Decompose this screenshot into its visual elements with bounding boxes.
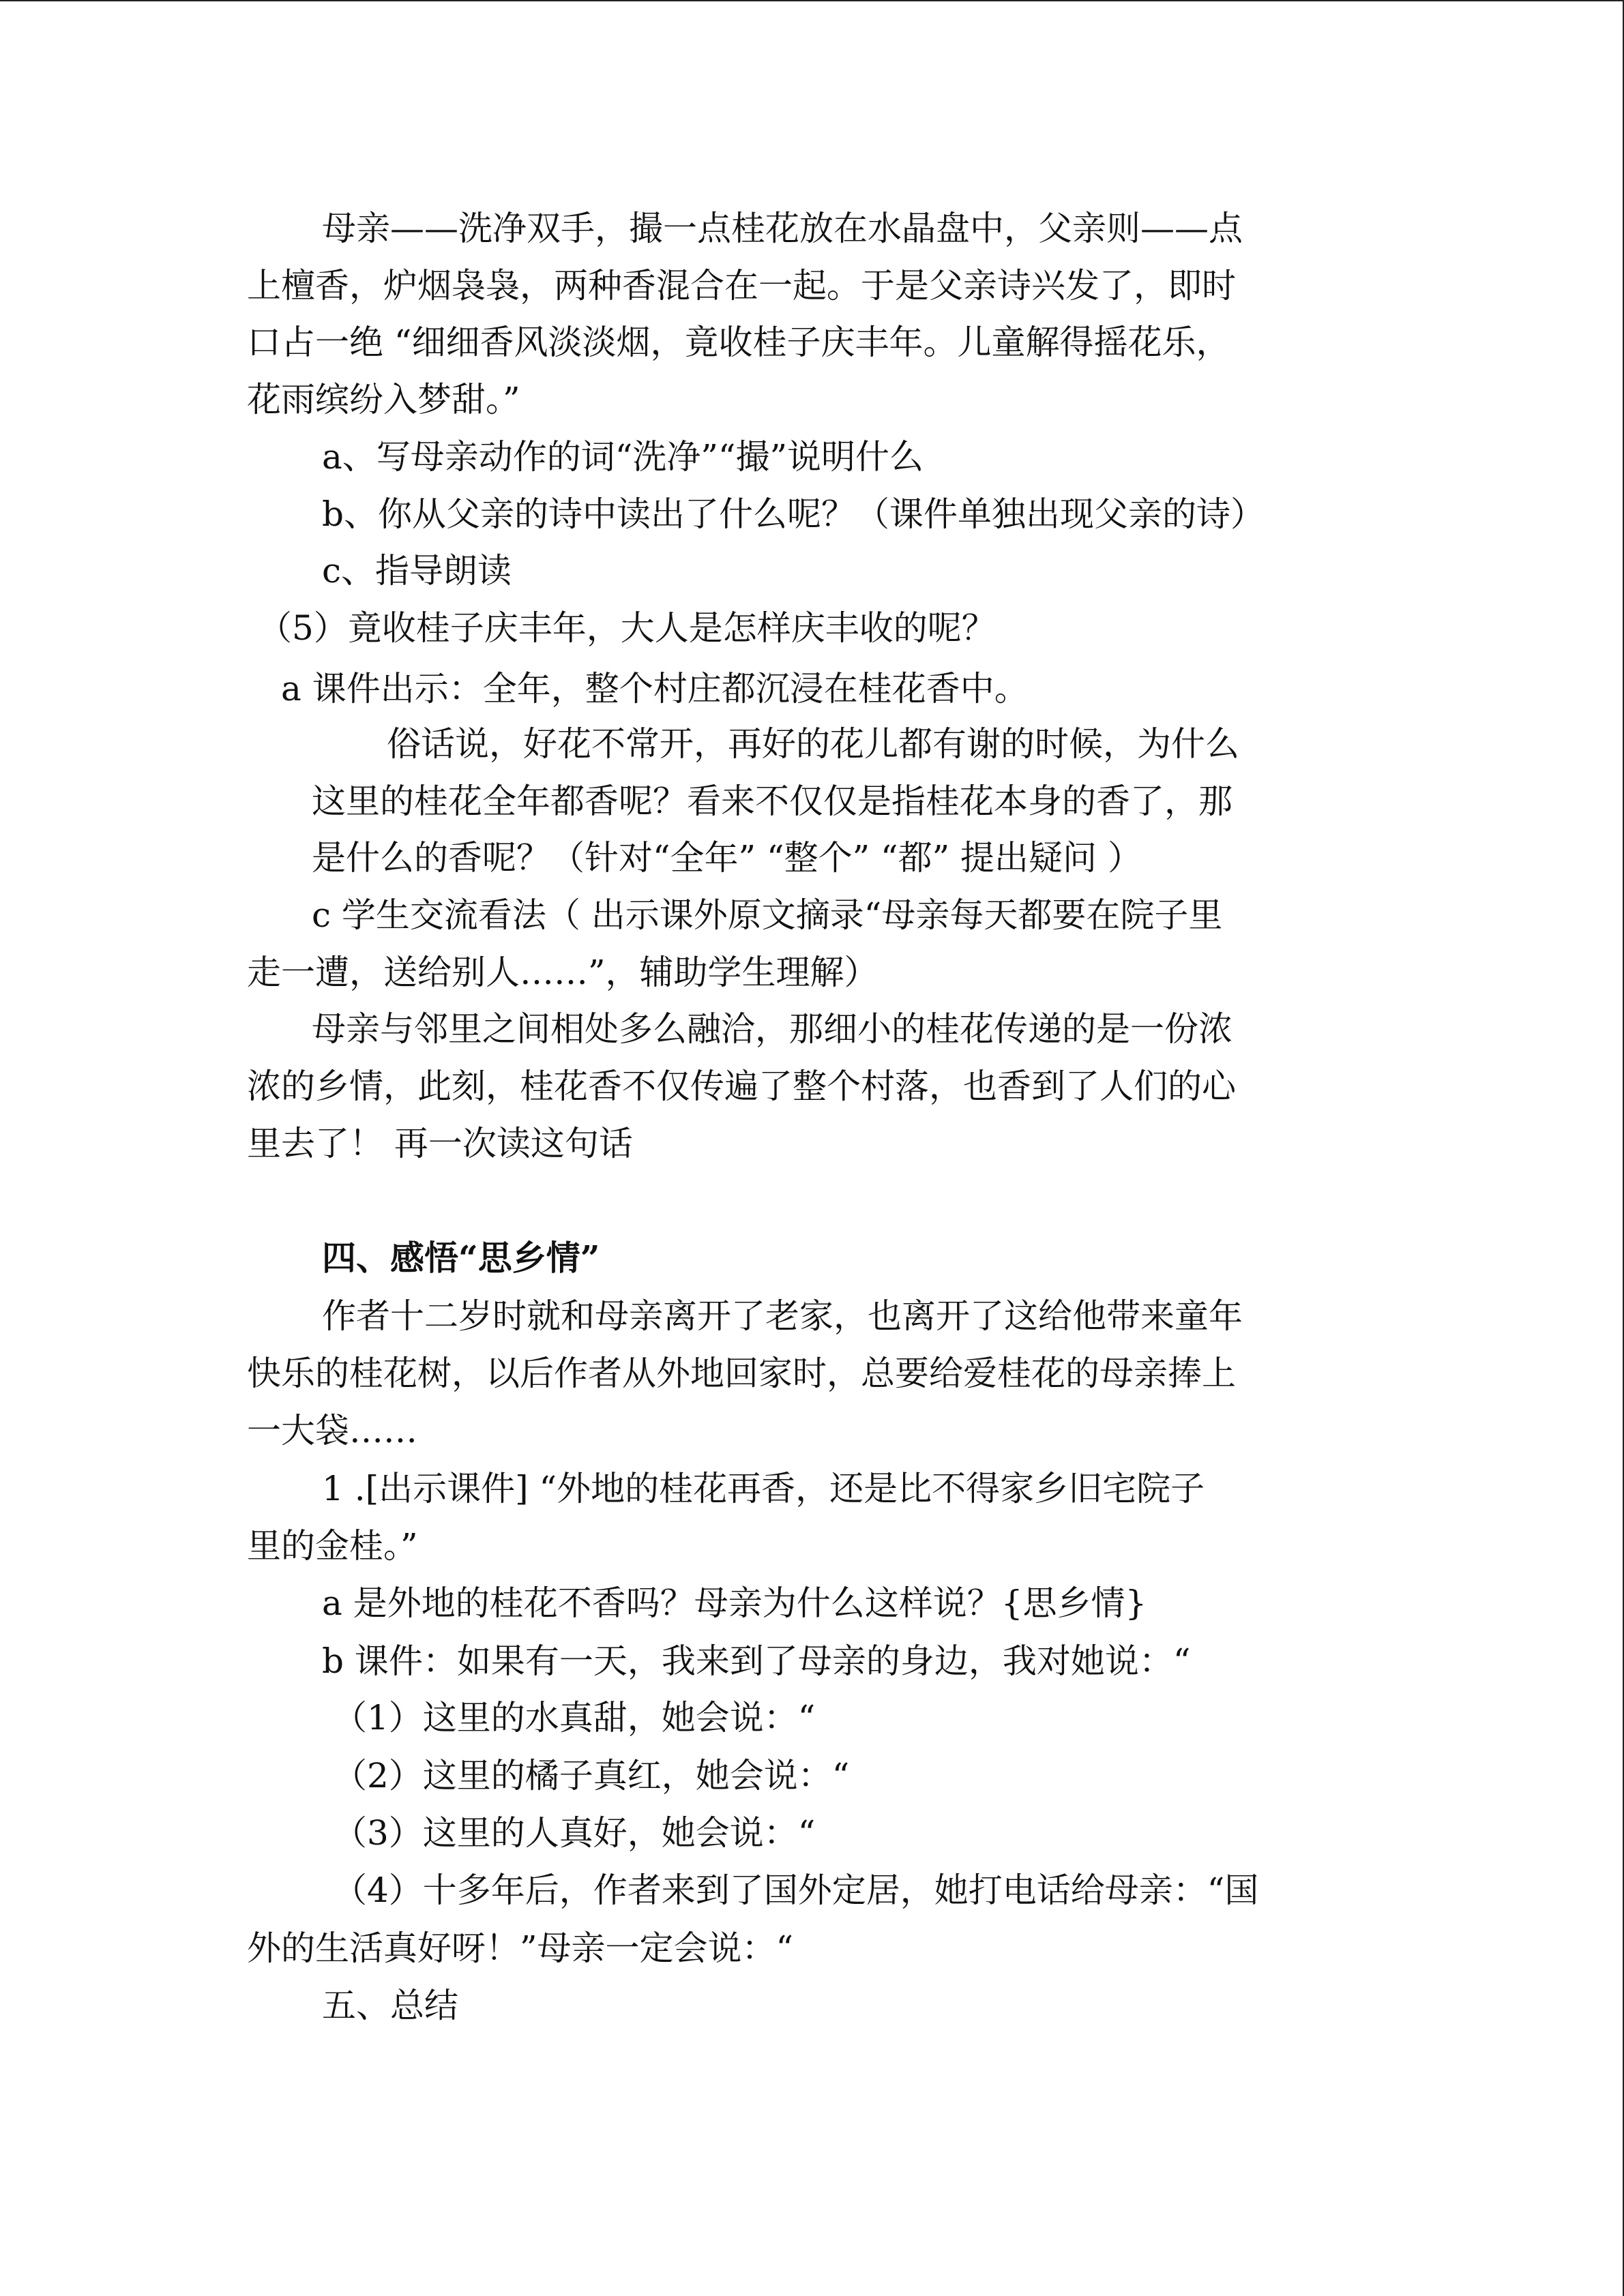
text-line: 快乐的桂花树，以后作者从外地回家时，总要给爱桂花的母亲捧上 xyxy=(247,1354,1236,1393)
text-line: 一大袋…… xyxy=(247,1411,417,1450)
text-line: c 学生交流看法（ 出示课外原文摘录“母亲每天都要在院子里 xyxy=(312,895,1223,935)
text-line: b 课件：如果有一天，我来到了母亲的身边，我对她说：“ xyxy=(322,1641,1191,1681)
text-line: b、你从父亲的诗中读出了什么呢？（课件单独出现父亲的诗） xyxy=(322,494,1265,534)
text-line: 里的金桂。” xyxy=(247,1526,418,1566)
text-line: c、指导朗读 xyxy=(322,551,512,591)
text-line: 里去了！ 再一次读这句话 xyxy=(247,1124,633,1163)
section-heading: 五、总结 xyxy=(322,1986,458,2025)
text-line: 母亲与邻里之间相处多么融洽，那细小的桂花传递的是一份浓 xyxy=(312,1009,1232,1049)
text-line: （3）这里的人真好，她会说：“ xyxy=(333,1813,816,1853)
text-line: 花雨缤纷入梦甜。” xyxy=(247,380,520,419)
text-line: （1）这里的水真甜，她会说：“ xyxy=(333,1698,816,1738)
text-line: 俗话说，好花不常开，再好的花儿都有谢的时候，为什么 xyxy=(387,724,1239,764)
text-line: 作者十二岁时就和母亲离开了老家，也离开了这给他带来童年 xyxy=(322,1296,1243,1336)
text-line: 浓的乡情，此刻，桂花香不仅传遍了整个村落，也香到了人们的心 xyxy=(247,1067,1236,1106)
text-line: 是什么的香呢？（针对“全年” “整个” “都” 提出疑问 ） xyxy=(312,838,1142,878)
text-line: 走一遭，送给别人……”，辅助学生理解） xyxy=(247,953,879,992)
text-line: a、写母亲动作的词“洗净”“撮”说明什么 xyxy=(322,437,924,477)
text-line: a 课件出示：全年，整个村庄都沉浸在桂花香中。 xyxy=(281,669,1029,709)
text-line: 母亲——洗净双手，撮一点桂花放在水晶盘中，父亲则——点 xyxy=(322,209,1243,248)
text-line: 口占一绝 “细细香风淡淡烟，竟收桂子庆丰年。儿童解得摇花乐， xyxy=(247,323,1230,362)
text-line: 1 .[出示课件] “外地的桂花再香，还是比不得家乡旧宅院子 xyxy=(322,1469,1205,1508)
section-heading: 四、感悟“思乡情” xyxy=(322,1238,600,1278)
text-line: a 是外地的桂花不香吗？母亲为什么这样说？{思乡情} xyxy=(322,1583,1147,1623)
text-line: （5）竟收桂子庆丰年，大人是怎样庆丰收的呢？ xyxy=(258,608,996,648)
text-line: 这里的桂花全年都香呢？看来不仅仅是指桂花本身的香了，那 xyxy=(312,781,1232,821)
text-line: 外的生活真好呀！”母亲一定会说：“ xyxy=(247,1928,794,1968)
text-line: 上檀香，炉烟袅袅，两种香混合在一起。于是父亲诗兴发了，即时 xyxy=(247,266,1236,305)
text-line: （4）十多年后，作者来到了国外定居，她打电话给母亲：“国 xyxy=(333,1870,1259,1910)
text-line: （2）这里的橘子真红，她会说：“ xyxy=(333,1756,850,1795)
